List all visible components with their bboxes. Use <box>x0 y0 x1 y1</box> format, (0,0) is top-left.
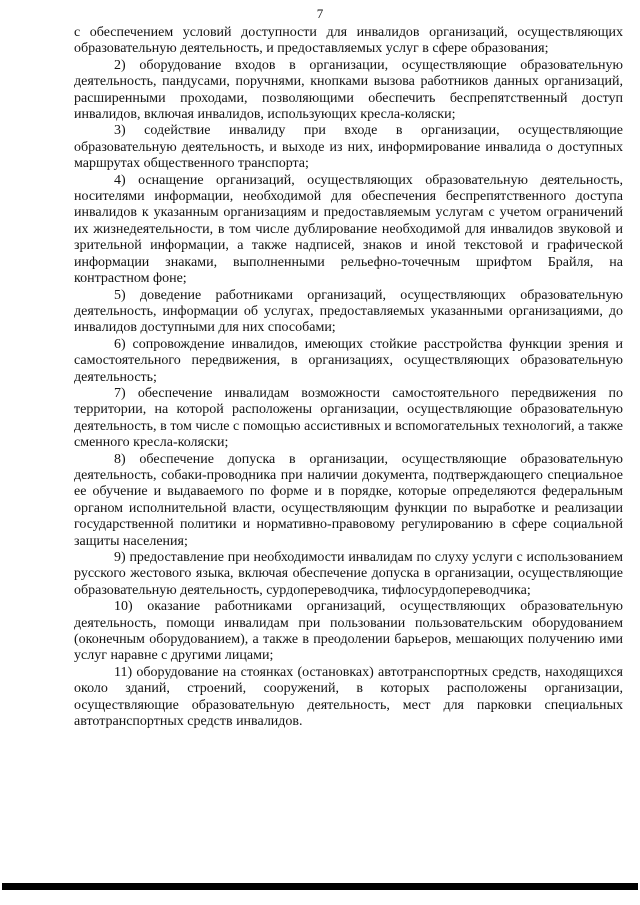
paragraph-item-9: 9) предоставление при необходимости инвалидам по слуху услуги с использованием русского жестового языка, включая обеспечение допуска в организации, осуществляющие образовательную деятельность, сурдопереводчика, тифлосурдопереводчика; <box>74 550 623 598</box>
paragraph-item-3: 3) содействие инвалиду при входе в организации, осуществляющие образовательную деятельность, и выходе из них, информирование инвалида о доступных маршрутах общественного транспорта; <box>74 123 623 172</box>
paragraph-item-7: 7) обеспечение инвалидам возможности самостоятельного передвижения по территории, на которой расположены организации, осуществляющие образовательную деятельность, в том числе с помощью ассистивных и вспомогательных технологий, а также сменного кресла-коляски; <box>74 385 623 451</box>
paragraph-item-10: 10) оказание работниками организаций, осуществляющих образовательную деятельность, помощи инвалидам при пользовании пользовательским оборудованием (оконечным оборудованием), а также в преодолении барьеров, мешающих получению ими услуг наравне с другими лицами; <box>74 599 623 664</box>
paragraph-item-8: 8) обеспечение допуска в организации, осуществляющие образовательную деятельность, собаки-проводника при наличии документа, подтверждающего специальное ее обучение и выдаваемого по форме и в порядке, которые определяются федеральным органом исполнительной власти, осуществляющим функции по выработке и реализации государственной политики и нормативно-правовому регулированию в сфере социальной защиты населения; <box>74 451 623 549</box>
paragraph-item-5: 5) доведение работниками организаций, осуществляющих образовательную деятельность, информации об услугах, предоставляемых указанными организациями, до инвалидов доступными для них способами; <box>74 287 623 336</box>
scan-edge-bar <box>2 883 638 890</box>
paragraph-item-11: 11) оборудование на стоянках (остановках) автотранспортных средств, находящихся около зданий, строений, сооружений, в которых расположены организации, осуществляющие образовательную деятельность, мест для парковки специальных автотранспортных средств инвалидов. <box>74 664 623 730</box>
paragraph-item-2: 2) оборудование входов в организации, осуществляющие образовательную деятельность, пандусами, поручнями, кнопками вызова работников данных организаций, расширенными проходами, позволяющими обеспечить беспрепятственный доступ инвалидов, включая инвалидов, использующих кресла-коляски; <box>74 57 623 123</box>
paragraph-item-6: 6) сопровождение инвалидов, имеющих стойкие расстройства функции зрения и самостоятельного передвижения, в организациях, осуществляющих образовательную деятельность; <box>74 336 623 385</box>
paragraph-continuation: с обеспечением условий доступности для инвалидов организаций, осуществляющих образовательную деятельность, и предоставляемых услуг в сфере образования; <box>74 25 623 57</box>
page-number: 7 <box>316 6 324 21</box>
document-body <box>74 25 623 730</box>
paragraph-item-4: 4) оснащение организаций, осуществляющих образовательную деятельность, носителями информации, необходимой для обеспечения беспрепятственного доступа инвалидов к указанным организациям и предоставляемым услугам с учетом ограничений их жизнедеятельности, в том числе дублирование необходимой для инвалидов звуковой и зрительной информации, а также надписей, знаков и иной текстовой и графической информации знаками, выполненными рельефно-точечным шрифтом Брайля, на контрастном фоне; <box>74 172 623 287</box>
